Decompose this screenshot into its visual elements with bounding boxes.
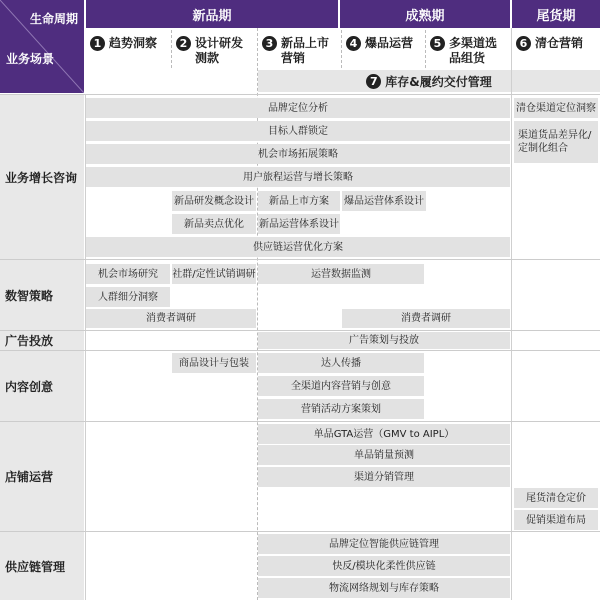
row-label-growth: 业务增长咨询 (0, 95, 84, 259)
cell-crowd-insight: 人群细分洞察 (86, 287, 170, 307)
row-divider (0, 531, 600, 532)
cell-smart-supply: 品牌定位智能供应链管理 (258, 534, 510, 554)
stage-3 (258, 30, 340, 68)
cell-hit-system: 爆品运营体系设计 (342, 191, 426, 211)
row-divider (0, 94, 600, 95)
stage-2 (172, 30, 256, 68)
cell-channel-diff: 渠道货品差异化/定制化组合 (514, 121, 598, 163)
stage-label: 新品上市营销 (281, 36, 330, 65)
row-label-content: 内容创意 (0, 351, 84, 421)
column-divider (425, 30, 426, 68)
cell-product-design: 商品设计与包装 (172, 353, 256, 373)
row-label-store: 店铺运营 (0, 422, 84, 531)
header-corner (0, 0, 84, 93)
cell-new-ops-system: 新品运营体系设计 (258, 214, 340, 234)
inventory-number-badge: 7 (366, 74, 381, 89)
stage-label: 多渠道选品组货 (449, 36, 498, 65)
stage-number-badge: 3 (262, 36, 277, 51)
cell-channel-mgmt: 渠道分销管理 (258, 467, 510, 487)
cell-tail-pricing: 尾货清仓定价 (514, 488, 598, 508)
lifecycle-label: 生命周期 (29, 12, 78, 26)
cell-clearance-channel: 清仓渠道定位洞察 (514, 98, 598, 118)
column-divider (511, 28, 512, 600)
cell-supply-opt: 供应链运营优化方案 (86, 237, 510, 257)
cell-social-test: 社群/定性试销调研 (172, 264, 256, 284)
row-divider (0, 421, 600, 422)
stage-4 (342, 30, 424, 68)
row-divider (0, 259, 600, 260)
column-divider (341, 30, 342, 68)
stage-number-badge: 4 (346, 36, 361, 51)
cell-campaign: 营销活动方案策划 (258, 399, 424, 419)
cell-target-crowd: 目标人群锁定 (86, 121, 510, 141)
cell-brand-positioning: 品牌定位分析 (86, 98, 510, 118)
phase-mature: 成熟期 (340, 0, 510, 28)
phase-new: 新品期 (86, 0, 338, 28)
inventory-label: 库存&履约交付管理 (385, 74, 492, 89)
phase-tail: 尾货期 (512, 0, 600, 28)
stage-1 (86, 30, 170, 68)
stage-number-badge: 6 (516, 36, 531, 51)
row-divider (0, 330, 600, 331)
cell-kol: 达人传播 (258, 353, 424, 373)
cell-omni-content: 全渠道内容营销与创意 (258, 376, 424, 396)
cell-selling-point: 新品卖点优化 (172, 214, 256, 234)
cell-consumer-research-2: 消费者调研 (342, 309, 510, 328)
cell-market-research: 机会市场研究 (86, 264, 170, 284)
cell-user-journey: 用户旅程运营与增长策略 (86, 167, 510, 187)
cell-consumer-research-1: 消费者调研 (86, 309, 256, 328)
row-label-ads: 广告投放 (0, 331, 84, 350)
stage-label: 设计研发测款 (195, 36, 244, 65)
cell-gta-ops: 单品GTA运营（GMV to AIPL） (258, 424, 510, 444)
cell-market-expansion: 机会市场拓展策略 (86, 144, 510, 164)
cell-sales-forecast: 单品销量预测 (258, 445, 510, 465)
scene-label: 业务场景 (6, 52, 55, 66)
stage-label: 清仓营销 (535, 36, 584, 50)
stage-label: 趋势洞察 (109, 36, 158, 50)
cell-ad-plan: 广告策划与投放 (258, 332, 510, 349)
stage-label: 爆品运营 (365, 36, 414, 50)
row-label-data: 数智策略 (0, 260, 84, 330)
stage-number-badge: 1 (90, 36, 105, 51)
inventory-bar (258, 70, 600, 92)
stage-6 (512, 30, 600, 68)
column-divider (171, 30, 172, 68)
stage-number-badge: 5 (430, 36, 445, 51)
row-label-supply: 供应链管理 (0, 532, 84, 600)
cell-ops-monitor: 运营数据监测 (258, 264, 424, 284)
stage-5 (426, 30, 510, 68)
stage-number-badge: 2 (176, 36, 191, 51)
cell-launch-plan: 新品上市方案 (258, 191, 340, 211)
cell-flex-supply: 快反/模块化柔性供应链 (258, 556, 510, 576)
cell-logistics: 物流网络规划与库存策略 (258, 578, 510, 598)
row-divider (0, 350, 600, 351)
cell-rd-concept: 新品研发概念设计 (172, 191, 256, 211)
cell-promo-channel: 促销渠道布局 (514, 510, 598, 530)
